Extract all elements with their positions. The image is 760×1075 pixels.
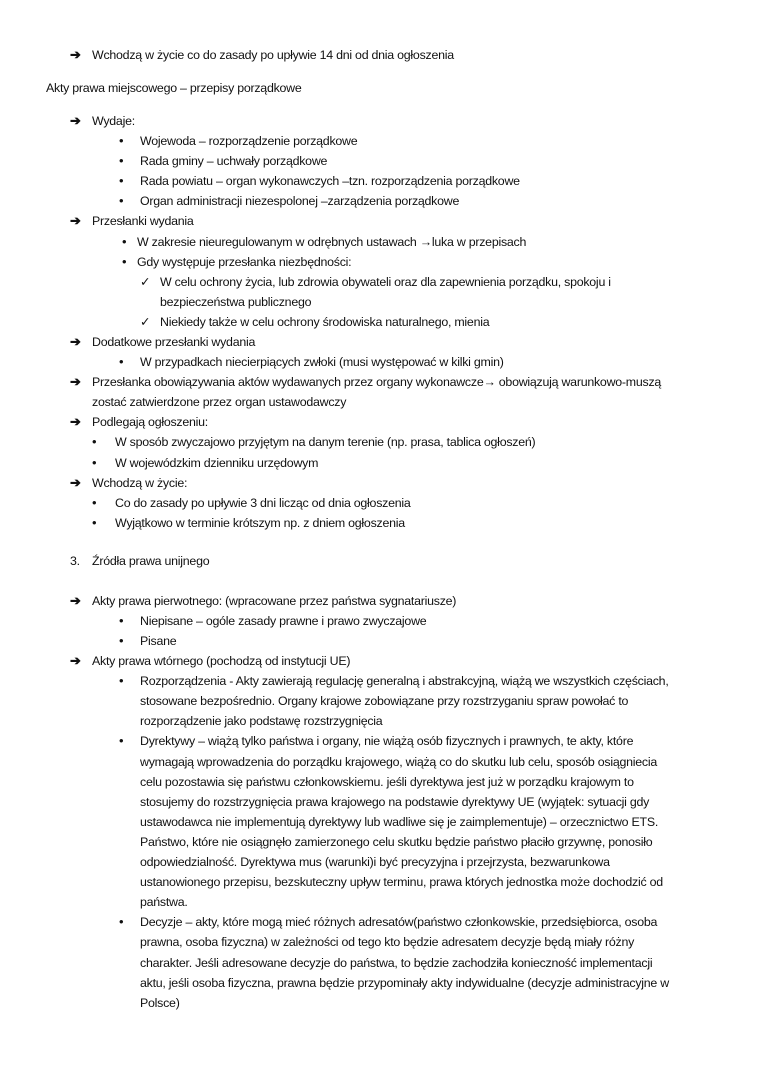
arrow-icon: ➔ bbox=[70, 653, 81, 669]
bullet-icon: • bbox=[119, 133, 124, 149]
bullet-icon: • bbox=[119, 914, 124, 930]
arrow-icon: ➔ bbox=[70, 474, 81, 490]
list-item: ➔ Wchodzą w życie: bbox=[0, 473, 760, 493]
bullet-icon: • bbox=[119, 673, 124, 689]
list-item-continuation: państwa. bbox=[140, 895, 188, 910]
list-item: • Wojewoda – rozporządzenie porządkowe bbox=[0, 131, 760, 151]
list-item: • W zakresie nieuregulowanym w odrębnych ustawach →luka w przepisach bbox=[0, 232, 760, 252]
list-item-continuation: rozporządzenie jako podstawę rozstrzygnięcia bbox=[140, 714, 383, 729]
arrow-icon: ➔ bbox=[70, 374, 81, 390]
list-item: • Pisane bbox=[0, 631, 760, 651]
list-item: ➔ Akty prawa wtórnego (pochodzą od instytucji UE) bbox=[0, 651, 760, 671]
list-item: ➔ Dodatkowe przesłanki wydania bbox=[0, 332, 760, 352]
list-item-continuation: prawna, osoba fizyczna) w zależności od tego kto będzie adresatem decyzje będą miały różny bbox=[140, 935, 635, 950]
list-item: ➔ Podlegają ogłoszeniu: bbox=[0, 412, 760, 432]
bullet-icon: • bbox=[119, 612, 124, 628]
list-item: ➔ Akty prawa pierwotnego: (wpracowane przez państwa sygnatariusze) bbox=[0, 591, 760, 611]
list-item: • Decyzje – akty, które mogą mieć różnych adresatów(państwo członkowskie, przedsiębiorca, osoba bbox=[0, 912, 760, 932]
list-item: • Wyjątkowo w terminie krótszym np. z dniem ogłoszenia bbox=[0, 513, 760, 533]
list-item: • Dyrektywy – wiążą tylko państwa i organy, nie wiążą osób fizycznych i prawnych, te akty, które bbox=[0, 731, 760, 751]
list-item-continuation: ustawodawca nie implementują dyrektywy lub wadliwe się je zaimplementuje) – orzecznictwo ETS. bbox=[140, 814, 659, 829]
list-item: • Gdy występuje przesłanka niezbędności: bbox=[0, 252, 760, 272]
bullet-icon: • bbox=[119, 633, 124, 648]
arrow-icon: ➔ bbox=[70, 334, 81, 349]
list-item-continuation: stosowane bezpośrednio. Organy krajowe zobowiązane przy rozstrzyganiu spraw powołać to bbox=[140, 694, 629, 709]
bullet-icon: • bbox=[119, 153, 124, 169]
bullet-icon: • bbox=[122, 253, 127, 269]
check-icon: ✓ bbox=[140, 314, 151, 329]
list-item: • Rozporządzenia - Akty zawierają regulację generalną i abstrakcyjną, wiążą we wszystkich częściach, bbox=[0, 671, 760, 691]
section-heading: Akty prawa miejscowego – przepisy porządkowe bbox=[46, 80, 302, 95]
list-item: • Organ administracji niezespolonej –zarządzenia porządkowe bbox=[0, 191, 760, 211]
list-item-continuation: stosujemy do rozstrzygnięcia prawa krajowego na podstawie dyrektywy UE (wyjątek: sytuacji gdy bbox=[140, 794, 650, 809]
list-item: • Co do zasady po upływie 3 dni licząc od dnia ogłoszenia bbox=[0, 493, 760, 513]
arrow-icon: ➔ bbox=[70, 414, 81, 430]
list-item-continuation: Polsce) bbox=[140, 995, 180, 1010]
bullet-icon: • bbox=[92, 434, 97, 450]
arrow-icon: ➔ bbox=[70, 213, 81, 229]
bullet-icon: • bbox=[119, 193, 124, 209]
list-item: • Niepisane – ogóle zasady prawne i prawo zwyczajowe bbox=[0, 611, 760, 631]
list-item: ✓ W celu ochrony życia, lub zdrowia obywateli oraz dla zapewnienia porządku, spokoju i bbox=[0, 272, 760, 292]
arrow-icon: ➔ bbox=[70, 47, 81, 62]
bullet-icon: • bbox=[92, 454, 97, 470]
document-page bbox=[0, 45, 760, 1013]
list-item-continuation: celu pozostawia się państwu członkowskiemu. jeśli dyrektywa jest już w porządku krajowym to bbox=[140, 774, 634, 789]
list-item: • W przypadkach niecierpiących zwłoki (musi występować w kilki gmin) bbox=[0, 352, 760, 372]
bullet-icon: • bbox=[92, 514, 97, 530]
list-item-continuation: ustanowionego przepisu, bezskuteczny upływ terminu, prawa których jednostka może dochodzić od bbox=[140, 875, 663, 890]
check-icon: ✓ bbox=[140, 274, 151, 289]
bullet-icon: • bbox=[119, 173, 124, 189]
list-item-continuation: Państwo, które nie osiągnęło zamierzonego celu skutku będzie państwo płaciło grzywnę, ponosiło bbox=[140, 834, 653, 849]
arrow-icon: ➔ bbox=[70, 112, 81, 128]
bullet-icon: • bbox=[119, 733, 124, 749]
bullet-icon: • bbox=[122, 233, 127, 249]
list-item-continuation: zostać zatwierdzone przez organ ustawodawczy bbox=[92, 395, 347, 410]
list-item: • Rada gminy – uchwały porządkowe bbox=[0, 151, 760, 171]
section-heading: 3. Źródła prawa unijnego bbox=[70, 553, 210, 568]
list-item-continuation: aktu, jeśli osoba fizyczna, prawna będzie przypominały akty indywidualne (decyzje administracyjne w bbox=[140, 975, 669, 990]
list-item: ➔ Wydaje: bbox=[0, 111, 760, 131]
list-item: • Rada powiatu – organ wykonawczych –tzn. rozporządzenia porządkowe bbox=[0, 171, 760, 191]
arrow-icon: ➔ bbox=[70, 592, 81, 608]
list-item: • W sposób zwyczajowo przyjętym na danym terenie (np. prasa, tablica ogłoszeń) bbox=[0, 432, 760, 452]
bullet-icon: • bbox=[92, 494, 97, 510]
list-item: • W wojewódzkim dzienniku urzędowym bbox=[0, 453, 760, 473]
bullet-icon: • bbox=[119, 354, 124, 370]
list-item: ➔ Wchodzą w życie co do zasady po upływie 14 dni od dnia ogłoszenia bbox=[0, 45, 760, 65]
list-item-continuation: bezpieczeństwa publicznego bbox=[160, 294, 312, 309]
list-item-continuation: odpowiedzialność. Dyrektywa mus (warunki)i być precyzyjna i przejrzysta, bezwarunkowa bbox=[140, 855, 610, 870]
list-item: ➔ Przesłanka obowiązywania aktów wydawanych przez organy wykonawcze→ obowiązują warunkowo-muszą bbox=[0, 372, 760, 392]
list-item-continuation: wymagają wprowadzenia do porządku krajowego, wiążą co do skutku lub celu, sposób osiągniecia bbox=[140, 754, 657, 769]
list-item-continuation: charakter. Jeśli adresowane decyzje do państwa, to będzie zachodziła konieczność implementacji bbox=[140, 955, 653, 970]
list-item: ✓ Niekiedy także w celu ochrony środowiska naturalnego, mienia bbox=[0, 312, 760, 332]
list-item: ➔ Przesłanki wydania bbox=[0, 211, 760, 231]
